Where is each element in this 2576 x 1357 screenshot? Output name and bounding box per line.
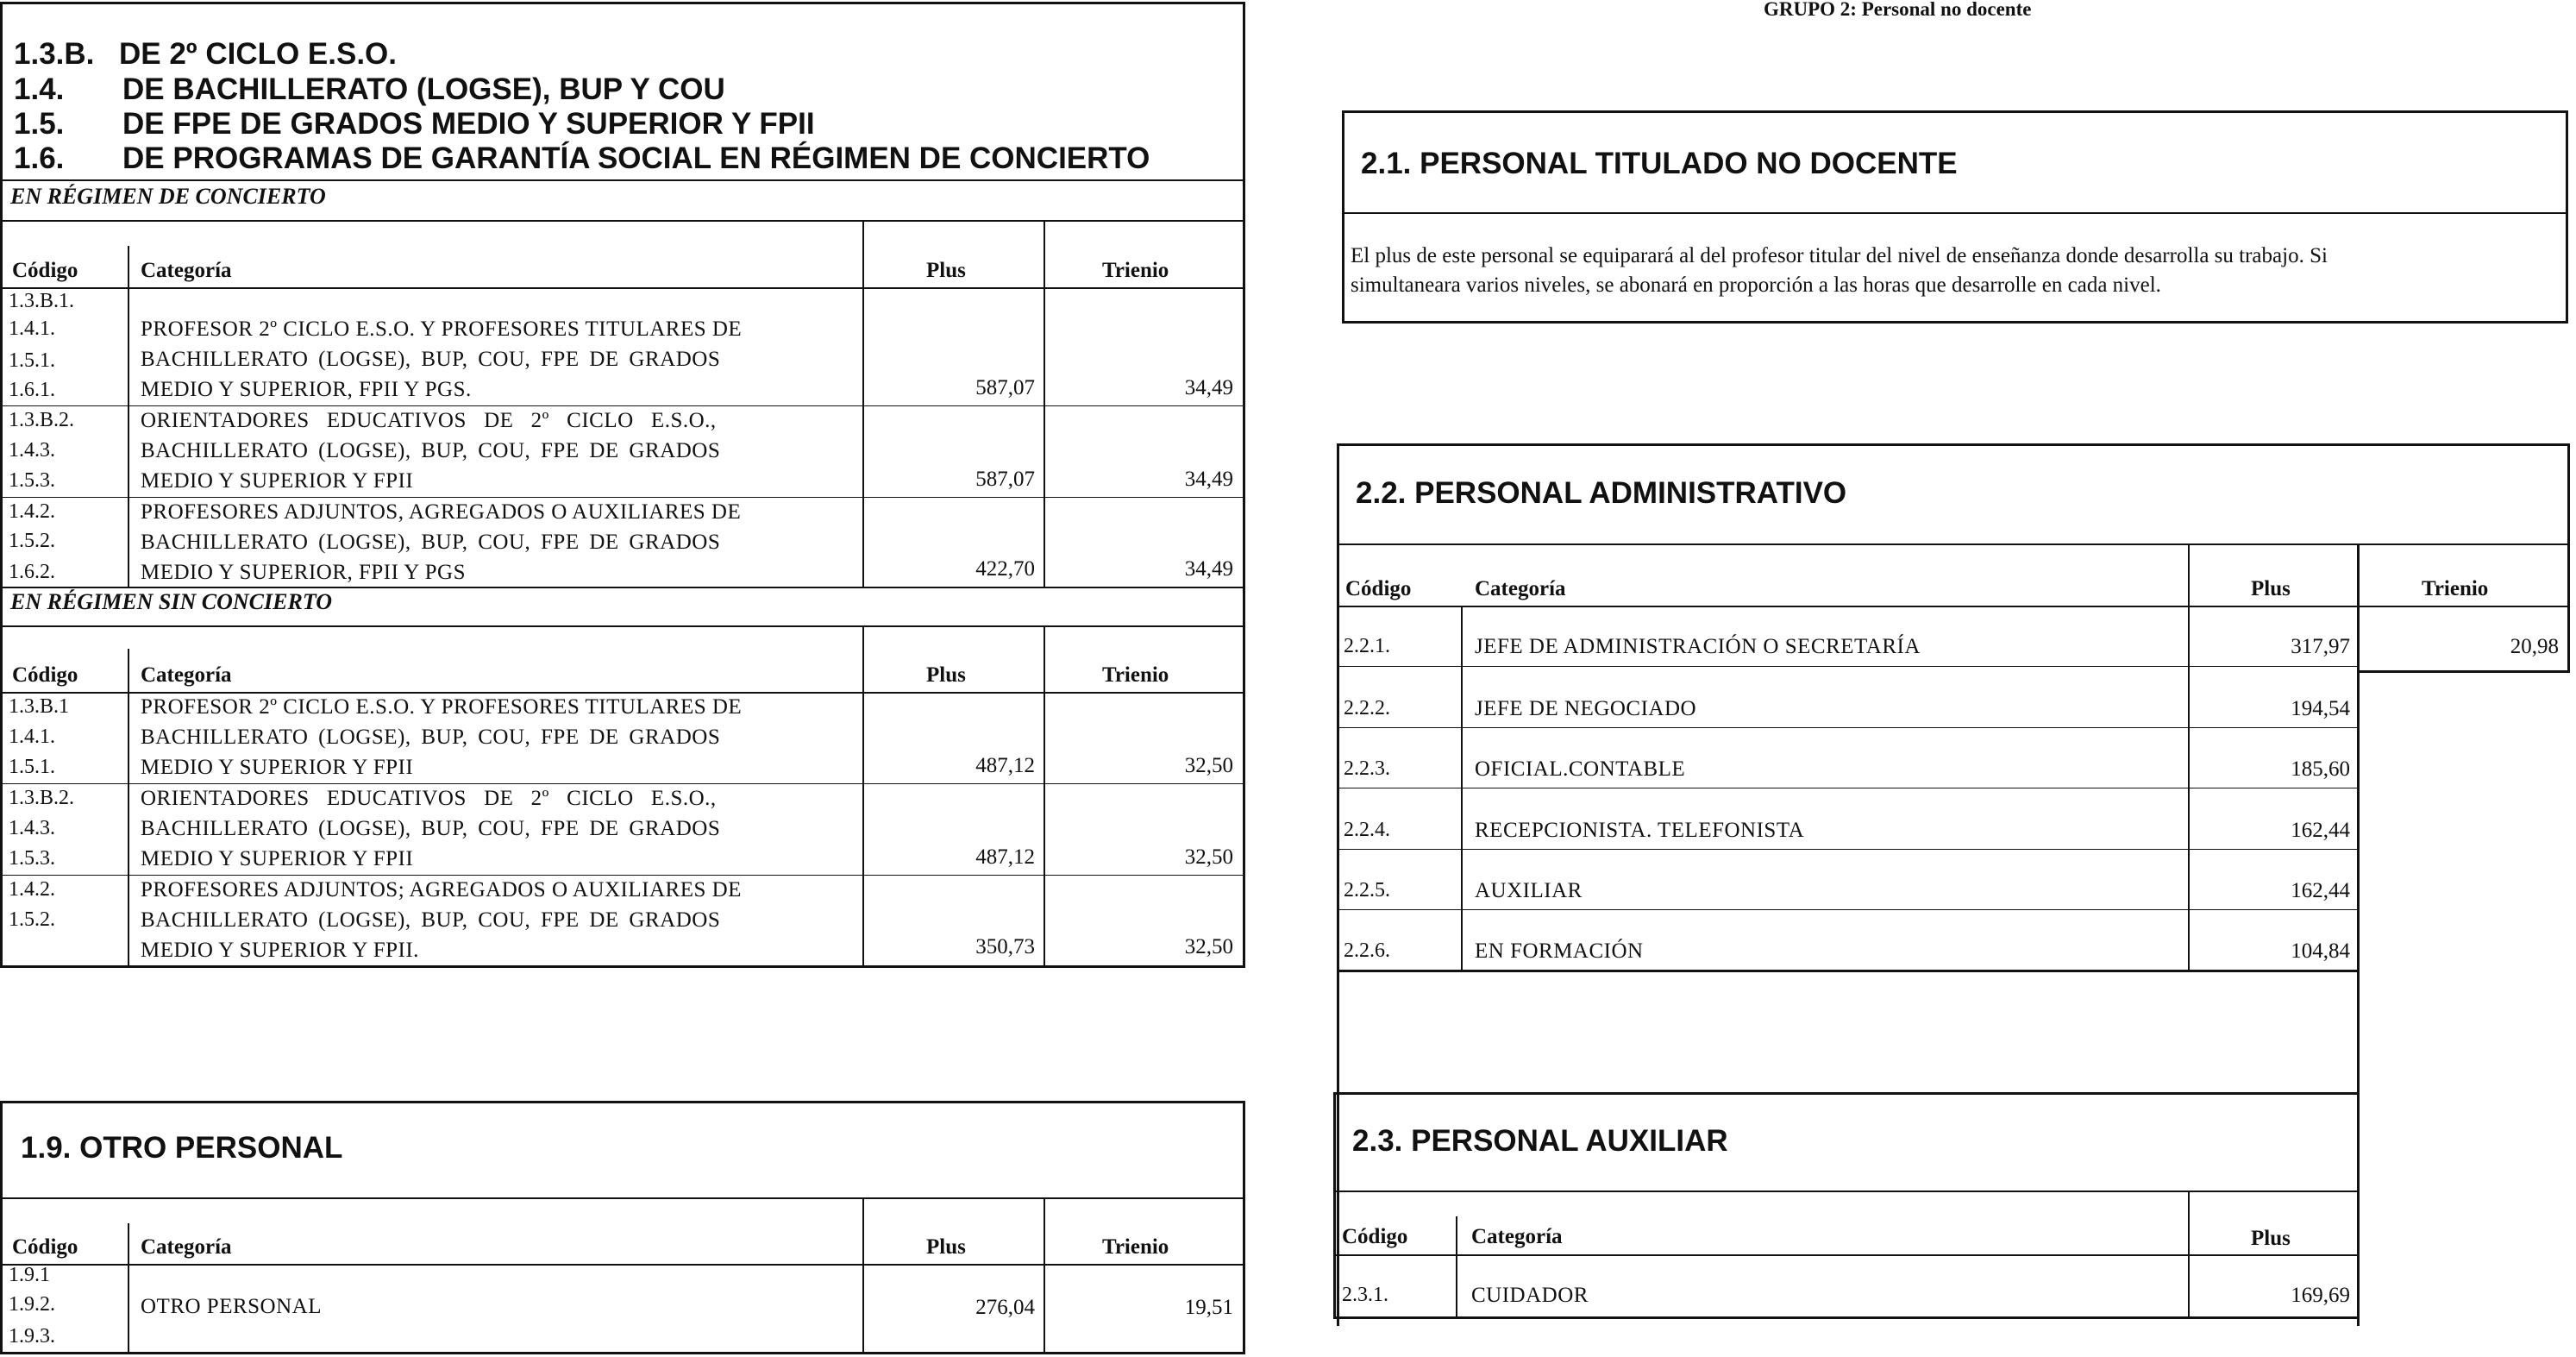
col-header-plus: Plus xyxy=(2251,577,2291,600)
table-row-plus: 487,12 xyxy=(975,845,1035,869)
table-row-trienio: 34,49 xyxy=(1184,376,1233,399)
col-header-trienio: Trienio xyxy=(1102,259,1169,282)
col-header-codigo: Código xyxy=(12,1235,78,1259)
table-row-plus: 104,84 xyxy=(2291,939,2350,963)
divider xyxy=(0,1197,1245,1199)
table-row-categoria: JEFE DE NEGOCIADO xyxy=(1475,697,1697,720)
table-row-trienio: 34,49 xyxy=(1184,557,1233,581)
table-row-plus: 587,07 xyxy=(975,376,1035,399)
table-row-categoria: EN FORMACIÓN xyxy=(1475,939,1644,963)
table-row-plus: 317,97 xyxy=(2291,635,2350,658)
divider xyxy=(0,287,1245,289)
table-row-code: 2.2.6. xyxy=(1344,939,1390,962)
border xyxy=(2359,670,2570,673)
divider xyxy=(1337,849,2360,850)
col-header-codigo: Código xyxy=(12,663,78,687)
table-row-code: 2.2.4. xyxy=(1344,819,1390,841)
border xyxy=(1333,1092,2359,1095)
col-header-trienio: Trienio xyxy=(1102,663,1169,687)
heading-1-3b: 1.3.B. DE 2º CICLO E.S.O. xyxy=(14,37,398,71)
table-row-trienio: 19,51 xyxy=(1184,1296,1233,1319)
table-row-code: 2.2.2. xyxy=(1344,697,1390,719)
table-row-categoria: PROFESOR 2º CICLO E.S.O. Y PROFESORES TITULARES DE BACHILLERATO (LOGSE), BUP, COU, FPE DE GRADOS MEDIO Y SUPERIOR, FPII Y PGS. xyxy=(141,317,743,401)
col-header-plus: Plus xyxy=(926,259,966,282)
table-row-plus: 162,44 xyxy=(2291,819,2350,842)
table-row-trienio: 20,98 xyxy=(2510,635,2559,658)
table-row-code: 2.2.1. xyxy=(1344,635,1390,657)
table-row-categoria: AUXILIAR xyxy=(1475,879,1583,902)
table-row-plus: 169,69 xyxy=(2291,1284,2350,1307)
col-header-trienio: Trienio xyxy=(2422,577,2489,600)
table-row-categoria: RECEPCIONISTA. TELEFONISTA xyxy=(1475,819,1805,842)
titulado-text: El plus de este personal se equiparará al del profesor titular del nivel de enseñanza donde desarrolla su trabajo. Si simultaneara varios niveles, se abonará en proporción a las horas que desarrolle en cada nivel. xyxy=(1351,244,2328,297)
concierto-label: EN RÉGIMEN DE CONCIERTO xyxy=(10,184,326,209)
table-row-codes: 1.3.B.2. 1.4.3. 1.5.3. xyxy=(9,787,75,870)
heading-1-5: 1.5. DE FPE DE GRADOS MEDIO Y SUPERIOR Y FPII xyxy=(14,107,815,141)
section-title: 2.3. PERSONAL AUXILIAR xyxy=(1352,1124,1728,1158)
table-row-categoria: PROFESOR 2º CICLO E.S.O. Y PROFESORES TITULARES DE BACHILLERATO (LOGSE), BUP, COU, FPE DE GRADOS MEDIO Y SUPERIOR Y FPII xyxy=(141,695,743,779)
divider xyxy=(0,1264,1245,1266)
divider xyxy=(1337,543,2570,545)
table-row-codes: 1.9.1 1.9.2. 1.9.3. xyxy=(9,1264,55,1348)
table-row-plus: 276,04 xyxy=(975,1296,1035,1319)
heading-1-4: 1.4. DE BACHILLERATO (LOGSE), BUP Y COU xyxy=(14,72,725,106)
section-title: 2.2. PERSONAL ADMINISTRATIVO xyxy=(1356,476,1847,510)
section-title: 1.9. OTRO PERSONAL xyxy=(21,1131,343,1165)
table-row-plus: 487,12 xyxy=(975,754,1035,777)
border xyxy=(1333,1092,1336,1319)
col-divider xyxy=(2188,543,2190,970)
table-row-plus: 162,44 xyxy=(2291,879,2350,902)
divider xyxy=(0,179,1245,181)
border xyxy=(2567,443,2570,673)
col-header-trienio: Trienio xyxy=(1102,1235,1169,1259)
table-row-code: 2.3.1. xyxy=(1342,1284,1388,1306)
col-divider xyxy=(1044,1197,1045,1354)
col-header-categoria: Categoría xyxy=(141,259,232,282)
col-header-categoria: Categoría xyxy=(141,663,232,687)
table-row-plus: 422,70 xyxy=(975,557,1035,581)
border xyxy=(1337,443,2570,446)
col-header-categoria: Categoría xyxy=(1475,577,1566,600)
divider xyxy=(1342,212,2568,214)
col-header-plus: Plus xyxy=(2251,1227,2291,1250)
divider xyxy=(1337,909,2360,910)
table-row-categoria: ORIENTADORES EDUCATIVOS DE 2º CICLO E.S.O., BACHILLERATO (LOGSE), BUP, COU, FPE DE GRADOS MEDIO Y SUPERIOR Y FPII xyxy=(141,409,721,493)
col-divider xyxy=(1044,220,1045,587)
table-row-codes: 1.4.2. 1.5.2. xyxy=(9,878,55,931)
divider xyxy=(0,587,1245,588)
table-row-plus: 350,73 xyxy=(975,935,1035,958)
border xyxy=(1337,970,2360,972)
divider xyxy=(1337,666,2360,667)
divider xyxy=(0,220,1245,222)
table-row-codes: 1.3.B.1. 1.4.1. 1.5.1. 1.6.1. xyxy=(9,290,75,401)
border xyxy=(1337,443,1339,1326)
col-divider xyxy=(2188,1191,2190,1318)
table-row-categoria: OFICIAL.CONTABLE xyxy=(1475,757,1686,781)
table-row-codes: 1.3.B.2. 1.4.3. 1.5.3. xyxy=(9,409,75,492)
col-header-codigo: Código xyxy=(12,259,78,282)
table-row-code: 2.2.5. xyxy=(1344,879,1390,902)
table-row-trienio: 32,50 xyxy=(1184,845,1233,869)
table-row-categoria: CUIDADOR xyxy=(1471,1284,1589,1307)
col-header-codigo: Código xyxy=(1345,577,1412,600)
col-header-codigo: Código xyxy=(1342,1225,1408,1248)
table-row-categoria: ORIENTADORES EDUCATIVOS DE 2º CICLO E.S.O., BACHILLERATO (LOGSE), BUP, COU, FPE DE GRADOS MEDIO Y SUPERIOR Y FPII xyxy=(141,787,721,870)
table-row-trienio: 32,50 xyxy=(1184,754,1233,777)
divider xyxy=(1333,1191,2359,1192)
table-row-codes: 1.3.B.1 1.4.1. 1.5.1. xyxy=(9,695,70,778)
divider xyxy=(1337,606,2570,607)
table-row-categoria: OTRO PERSONAL xyxy=(141,1295,322,1318)
table-row-plus: 194,54 xyxy=(2291,697,2350,720)
divider xyxy=(1337,727,2360,728)
heading-1-6: 1.6. DE PROGRAMAS DE GARANTÍA SOCIAL EN RÉGIMEN DE CONCIERTO xyxy=(14,141,1150,175)
col-divider xyxy=(862,625,864,968)
grupo-label: GRUPO 2: Personal no docente xyxy=(1764,0,2032,20)
table-row-categoria: PROFESORES ADJUNTOS; AGREGADOS O AUXILIARES DE BACHILLERATO (LOGSE), BUP, COU, FPE DE GRADOS MEDIO Y SUPERIOR Y FPII. xyxy=(141,878,742,962)
border xyxy=(2357,1092,2360,1319)
col-header-plus: Plus xyxy=(926,663,966,687)
table-row-categoria: JEFE DE ADMINISTRACIÓN O SECRETARÍA xyxy=(1475,635,1921,658)
table-row-trienio: 32,50 xyxy=(1184,935,1233,958)
table-row-plus: 185,60 xyxy=(2291,757,2350,781)
col-divider xyxy=(1044,625,1045,968)
col-divider xyxy=(128,649,129,968)
col-divider xyxy=(862,1197,864,1354)
section-title: 2.1. PERSONAL TITULADO NO DOCENTE xyxy=(1361,147,1958,180)
col-header-plus: Plus xyxy=(926,1235,966,1259)
table-row-plus: 587,07 xyxy=(975,468,1035,491)
divider xyxy=(1333,1254,2359,1256)
table-row-categoria: PROFESORES ADJUNTOS, AGREGADOS O AUXILIARES DE BACHILLERATO (LOGSE), BUP, COU, FPE DE GRADOS MEDIO Y SUPERIOR, FPII Y PGS xyxy=(141,500,742,584)
col-divider xyxy=(1456,1216,1457,1318)
col-divider xyxy=(128,246,129,587)
sin-concierto-label: EN RÉGIMEN SIN CONCIERTO xyxy=(10,589,333,614)
col-divider xyxy=(128,1223,129,1354)
col-header-categoria: Categoría xyxy=(1471,1225,1563,1248)
table-row-codes: 1.4.2. 1.5.2. 1.6.2. xyxy=(9,500,55,583)
table-row-code: 2.2.3. xyxy=(1344,757,1390,780)
col-divider xyxy=(862,220,864,587)
col-header-categoria: Categoría xyxy=(141,1235,232,1259)
divider xyxy=(0,625,1245,627)
border xyxy=(1333,1316,2360,1319)
table-row-trienio: 34,49 xyxy=(1184,468,1233,491)
